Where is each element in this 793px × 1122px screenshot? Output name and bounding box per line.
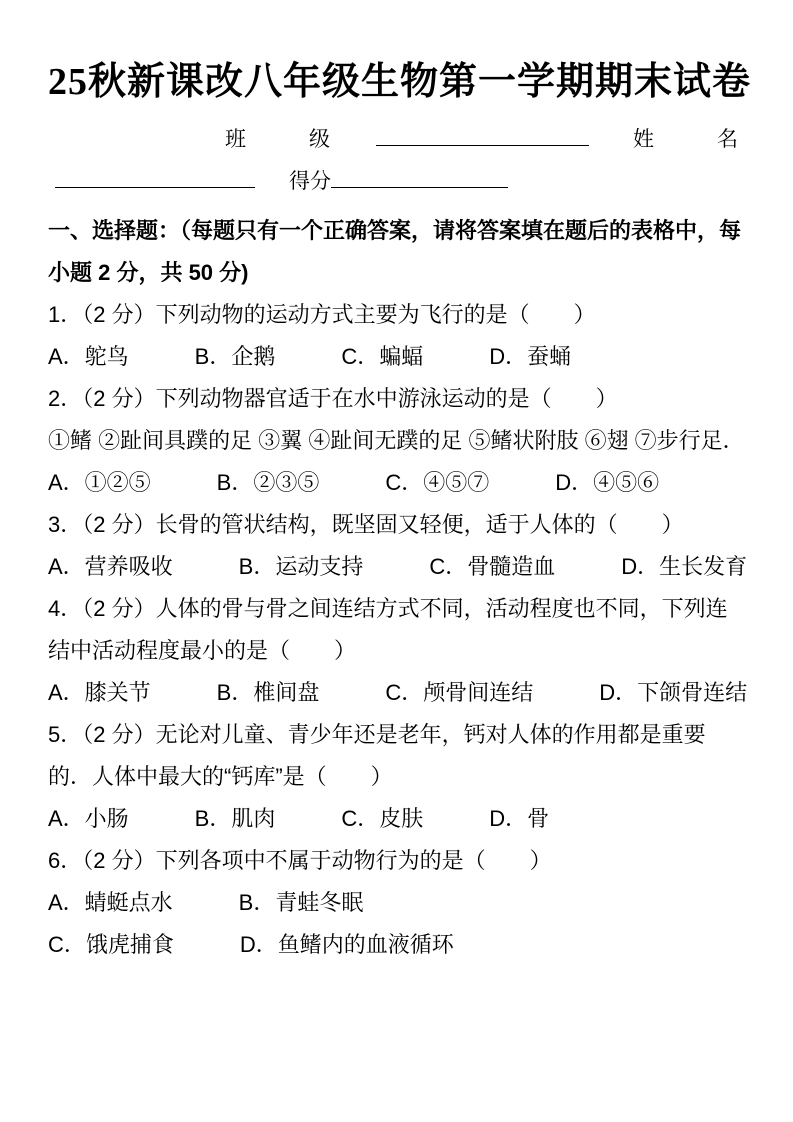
question-5-stem-line-1: 5．（2 分）无论对儿童、青少年还是老年，钙对人体的作用都是重要 [48, 722, 706, 747]
class-blank-line [376, 125, 589, 146]
question-4-options: A．膝关节 B．椎间盘 C．颅骨间连结 D．下颌骨连结 [48, 680, 748, 705]
question-3 [48, 504, 748, 588]
question-2 [48, 378, 745, 504]
name-label: 姓 名 [633, 127, 738, 151]
exam-title: 25秋新课改八年级生物第一学期期末试卷 [48, 61, 752, 103]
question-1-options: A．鸵鸟 B．企鹅 C．蝙蝠 D．蚕蛹 [48, 344, 572, 369]
question-5-options: A．小肠 B．肌肉 C．皮肤 D．骨 [48, 806, 550, 831]
question-4-stem-line-2: 结中活动程度最小的是（ ） [48, 638, 357, 663]
score-blank-line [331, 167, 508, 188]
class-label: 班 级 [225, 127, 330, 151]
question-6 [48, 840, 745, 966]
question-6-options-row-2: C．饿虎捕食 D．鱼鳍内的血液循环 [48, 932, 454, 957]
section-1-heading-line-1: 一、选择题：（每题只有一个正确答案，请将答案填在题后的表格中，每 [48, 218, 742, 243]
question-4 [48, 588, 748, 714]
section-1-heading [48, 210, 745, 294]
section-1-heading-line-2: 小题 2 分，共 50 分) [48, 260, 249, 285]
question-5-stem-line-2: 的．人体中最大的“钙库”是（ ） [48, 764, 393, 789]
header-fill-line-1 [48, 118, 745, 160]
question-2-item-list: ①鳍 ②趾间具蹼的足 ③翼 ④趾间无蹼的足 ⑤鳍状附肢 ⑥翅 ⑦步行足． [48, 428, 745, 453]
question-1-stem: 1．（2 分）下列动物的运动方式主要为飞行的是（ ） [48, 302, 596, 327]
question-6-options-row-1: A．蜻蜓点水 B．青蛙冬眠 [48, 890, 364, 915]
question-5 [48, 714, 745, 840]
name-blank-line [55, 167, 255, 188]
question-4-stem-line-1: 4．（2 分）人体的骨与骨之间连结方式不同，活动程度也不同，下列连 [48, 596, 728, 621]
question-3-options: A．营养吸收 B．运动支持 C．骨髓造血 D．生长发育 [48, 554, 748, 579]
question-3-stem: 3．（2 分）长骨的管状结构，既坚固又轻便，适于人体的（ ） [48, 512, 684, 537]
score-label: 得分 [289, 169, 331, 193]
question-6-stem: 6．（2 分）下列各项中不属于动物行为的是（ ） [48, 848, 552, 873]
question-2-options: A．①②⑤ B．②③⑤ C．④⑤⑦ D．④⑤⑥ [48, 470, 660, 495]
header-fill-line-2 [48, 160, 745, 202]
question-1 [48, 294, 745, 378]
question-2-stem: 2．（2 分）下列动物器官适于在水中游泳运动的是（ ） [48, 386, 618, 411]
